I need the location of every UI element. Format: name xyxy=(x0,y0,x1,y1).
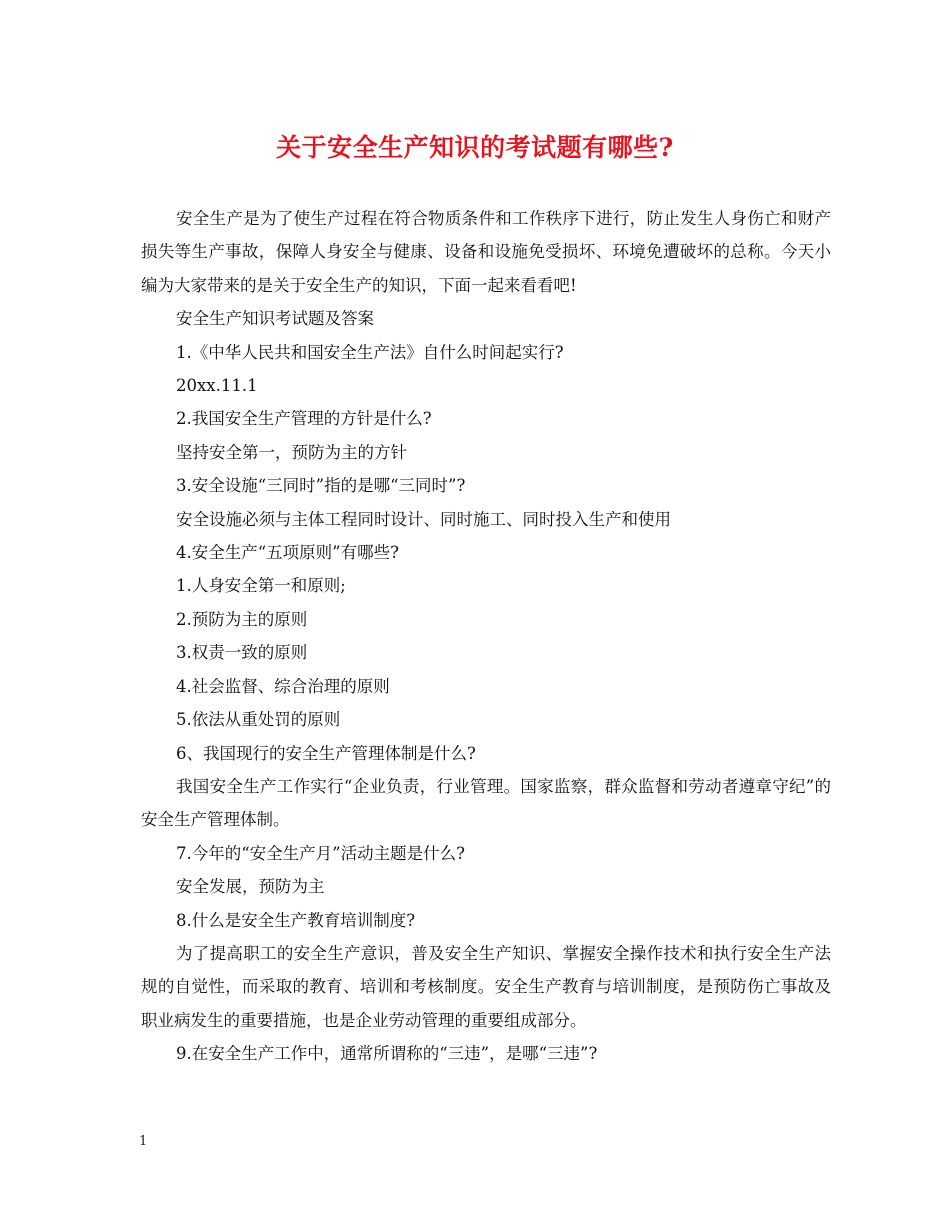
paragraph: 4.安全生产“五项原则”有哪些? xyxy=(176,543,399,563)
paragraph: 7.今年的“安全生产月”活动主题是什么? xyxy=(176,843,465,863)
paragraph: 20xx.11.1 xyxy=(176,376,258,396)
paragraph: 1.《中华人民共和国安全生产法》自什么时间起实行? xyxy=(176,342,564,362)
document-title: 关于安全生产知识的考试题有哪些? xyxy=(276,133,674,162)
paragraph: 6、我国现行的安全生产管理体制是什么? xyxy=(176,743,476,763)
paragraph: 安全发展，预防为主 xyxy=(176,877,325,897)
paragraph: 3.权责一致的原则 xyxy=(176,643,308,663)
paragraph: 安全设施必须与主体工程同时设计、同时施工、同时投入生产和使用 xyxy=(176,509,671,529)
paragraph: 1.人身安全第一和原则; xyxy=(176,576,346,596)
paragraph: 2.我国安全生产管理的方针是什么? xyxy=(176,409,432,429)
paragraph: 安全生产知识考试题及答案 xyxy=(176,309,374,329)
paragraph: 5.依法从重处罚的原则 xyxy=(176,710,341,730)
document-body xyxy=(141,202,831,1071)
paragraph: 2.预防为主的原则 xyxy=(176,609,308,629)
paragraph: 3.安全设施“三同时”指的是哪“三同时”? xyxy=(176,476,466,496)
paragraph: 4.社会监督、综合治理的原则 xyxy=(176,676,390,696)
paragraph: 坚持安全第一，预防为主的方针 xyxy=(176,442,407,462)
page-number: 1 xyxy=(139,1134,148,1149)
paragraph: 安全生产是为了使生产过程在符合物质条件和工作秩序下进行，防止发生人身伤亡和财产损失等生产事故，保障人身安全与健康、设备和设施免受损坏、环境免遭破坏的总称。今天小编为大家带来的是关于安全生产的知识，下面一起来看看吧! xyxy=(141,209,831,295)
paragraph: 为了提高职工的安全生产意识，普及安全生产知识、掌握安全操作技术和执行安全生产法规的自觉性，而采取的教育、培训和考核制度。安全生产教育与培训制度，是预防伤亡事故及职业病发生的重要措施，也是企业劳动管理的重要组成部分。 xyxy=(141,943,831,1030)
paragraph: 9.在安全生产工作中，通常所谓称的“三违”，是哪“三违”? xyxy=(176,1044,598,1064)
paragraph: 我国安全生产工作实行“企业负责，行业管理。国家监察，群众监督和劳动者遵章守纪”的安全生产管理体制。 xyxy=(141,776,831,830)
paragraph: 8.什么是安全生产教育培训制度? xyxy=(176,910,416,930)
